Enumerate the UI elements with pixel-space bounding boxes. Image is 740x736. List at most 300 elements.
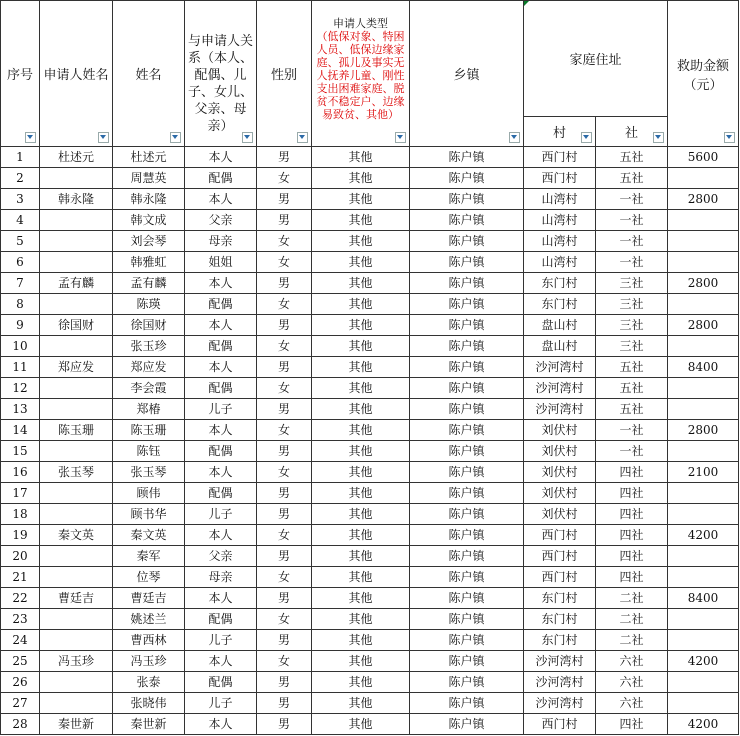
cell-seq[interactable]: 3 [1,189,40,210]
cell-seq[interactable]: 16 [1,462,40,483]
cell-group[interactable]: 六社 [596,693,668,714]
cell-gender[interactable]: 女 [257,567,312,588]
table-row[interactable] [1,231,739,252]
cell-seq[interactable]: 17 [1,483,40,504]
cell-amount[interactable]: 8400 [668,588,739,609]
cell-group[interactable]: 一社 [596,189,668,210]
cell-town[interactable]: 陈户镇 [410,189,524,210]
table-row[interactable] [1,693,739,714]
cell-name[interactable]: 张玉珍 [113,336,185,357]
cell-type[interactable]: 其他 [312,714,410,735]
cell-applicant[interactable]: 陈玉珊 [40,420,113,441]
cell-group[interactable]: 四社 [596,525,668,546]
cell-gender[interactable]: 男 [257,693,312,714]
cell-applicant[interactable] [40,210,113,231]
filter-dropdown-icon[interactable] [395,132,406,143]
cell-gender[interactable]: 男 [257,546,312,567]
cell-relation[interactable]: 本人 [185,189,257,210]
cell-relation[interactable]: 儿子 [185,399,257,420]
cell-seq[interactable]: 4 [1,210,40,231]
cell-seq[interactable]: 11 [1,357,40,378]
cell-name[interactable]: 张玉琴 [113,462,185,483]
cell-town[interactable]: 陈户镇 [410,525,524,546]
cell-relation[interactable]: 本人 [185,357,257,378]
cell-amount[interactable] [668,210,739,231]
cell-group[interactable]: 六社 [596,651,668,672]
cell-type[interactable]: 其他 [312,441,410,462]
cell-gender[interactable]: 女 [257,609,312,630]
cell-relation[interactable]: 本人 [185,273,257,294]
cell-type[interactable]: 其他 [312,378,410,399]
cell-gender[interactable]: 男 [257,189,312,210]
cell-relation[interactable]: 配偶 [185,378,257,399]
table-row[interactable] [1,504,739,525]
cell-seq[interactable]: 25 [1,651,40,672]
cell-gender[interactable]: 女 [257,168,312,189]
cell-applicant[interactable]: 韩永隆 [40,189,113,210]
cell-seq[interactable]: 5 [1,231,40,252]
table-row[interactable] [1,609,739,630]
table-row[interactable] [1,210,739,231]
cell-applicant[interactable] [40,630,113,651]
cell-name[interactable]: 韩文成 [113,210,185,231]
cell-relation[interactable]: 姐姐 [185,252,257,273]
cell-town[interactable]: 陈户镇 [410,294,524,315]
cell-village[interactable]: 沙河湾村 [524,378,596,399]
cell-amount[interactable] [668,483,739,504]
cell-applicant[interactable] [40,672,113,693]
table-row[interactable] [1,378,739,399]
cell-type[interactable]: 其他 [312,315,410,336]
cell-applicant[interactable]: 秦世新 [40,714,113,735]
cell-amount[interactable] [668,630,739,651]
cell-gender[interactable]: 男 [257,273,312,294]
filter-dropdown-icon[interactable] [581,132,592,143]
cell-gender[interactable]: 女 [257,336,312,357]
cell-relation[interactable]: 父亲 [185,546,257,567]
cell-town[interactable]: 陈户镇 [410,483,524,504]
cell-applicant[interactable]: 冯玉珍 [40,651,113,672]
cell-name[interactable]: 陈瑛 [113,294,185,315]
cell-amount[interactable]: 4200 [668,714,739,735]
cell-village[interactable]: 山湾村 [524,231,596,252]
cell-applicant[interactable]: 杜述元 [40,147,113,168]
cell-relation[interactable]: 配偶 [185,294,257,315]
cell-seq[interactable]: 24 [1,630,40,651]
cell-name[interactable]: 姚述兰 [113,609,185,630]
table-row[interactable] [1,252,739,273]
cell-village[interactable]: 西门村 [524,525,596,546]
cell-relation[interactable]: 本人 [185,420,257,441]
cell-town[interactable]: 陈户镇 [410,609,524,630]
cell-gender[interactable]: 女 [257,651,312,672]
cell-village[interactable]: 西门村 [524,714,596,735]
cell-relation[interactable]: 配偶 [185,672,257,693]
cell-town[interactable]: 陈户镇 [410,210,524,231]
table-row[interactable] [1,651,739,672]
cell-seq[interactable]: 1 [1,147,40,168]
cell-applicant[interactable] [40,609,113,630]
cell-seq[interactable]: 15 [1,441,40,462]
cell-village[interactable]: 东门村 [524,273,596,294]
cell-type[interactable]: 其他 [312,168,410,189]
cell-amount[interactable] [668,609,739,630]
cell-seq[interactable]: 9 [1,315,40,336]
cell-applicant[interactable]: 曹廷吉 [40,588,113,609]
cell-village[interactable]: 沙河湾村 [524,399,596,420]
table-row[interactable] [1,189,739,210]
cell-town[interactable]: 陈户镇 [410,378,524,399]
cell-village[interactable]: 盘山村 [524,315,596,336]
cell-type[interactable]: 其他 [312,567,410,588]
filter-dropdown-icon[interactable] [170,132,181,143]
cell-seq[interactable]: 7 [1,273,40,294]
cell-amount[interactable] [668,168,739,189]
table-row[interactable] [1,546,739,567]
cell-town[interactable]: 陈户镇 [410,546,524,567]
cell-applicant[interactable]: 徐国财 [40,315,113,336]
cell-name[interactable]: 陈钰 [113,441,185,462]
cell-town[interactable]: 陈户镇 [410,420,524,441]
cell-town[interactable]: 陈户镇 [410,567,524,588]
cell-gender[interactable]: 男 [257,147,312,168]
cell-amount[interactable]: 2800 [668,189,739,210]
cell-group[interactable]: 一社 [596,441,668,462]
cell-applicant[interactable] [40,168,113,189]
cell-town[interactable]: 陈户镇 [410,336,524,357]
cell-village[interactable]: 东门村 [524,609,596,630]
cell-relation[interactable]: 本人 [185,525,257,546]
cell-relation[interactable]: 母亲 [185,231,257,252]
cell-name[interactable]: 孟有麟 [113,273,185,294]
cell-applicant[interactable] [40,504,113,525]
cell-group[interactable]: 一社 [596,231,668,252]
cell-village[interactable]: 刘伏村 [524,462,596,483]
cell-name[interactable]: 周慧英 [113,168,185,189]
cell-village[interactable]: 西门村 [524,567,596,588]
cell-group[interactable]: 五社 [596,147,668,168]
cell-relation[interactable]: 母亲 [185,567,257,588]
cell-amount[interactable] [668,378,739,399]
cell-applicant[interactable] [40,231,113,252]
cell-name[interactable]: 顾书华 [113,504,185,525]
cell-seq[interactable]: 2 [1,168,40,189]
cell-name[interactable]: 刘会琴 [113,231,185,252]
cell-town[interactable]: 陈户镇 [410,147,524,168]
cell-relation[interactable]: 儿子 [185,504,257,525]
cell-relation[interactable]: 配偶 [185,609,257,630]
cell-seq[interactable]: 26 [1,672,40,693]
cell-seq[interactable]: 22 [1,588,40,609]
cell-relation[interactable]: 本人 [185,147,257,168]
cell-applicant[interactable]: 郑应发 [40,357,113,378]
table-row[interactable] [1,525,739,546]
cell-gender[interactable]: 女 [257,231,312,252]
cell-seq[interactable]: 10 [1,336,40,357]
cell-name[interactable]: 冯玉珍 [113,651,185,672]
cell-town[interactable]: 陈户镇 [410,231,524,252]
cell-relation[interactable]: 配偶 [185,483,257,504]
cell-village[interactable]: 沙河湾村 [524,357,596,378]
filter-dropdown-icon[interactable] [297,132,308,143]
cell-town[interactable]: 陈户镇 [410,252,524,273]
table-row[interactable] [1,315,739,336]
cell-type[interactable]: 其他 [312,525,410,546]
cell-group[interactable]: 四社 [596,504,668,525]
table-row[interactable] [1,420,739,441]
cell-applicant[interactable] [40,378,113,399]
cell-gender[interactable]: 女 [257,525,312,546]
cell-relation[interactable]: 本人 [185,462,257,483]
cell-town[interactable]: 陈户镇 [410,630,524,651]
cell-amount[interactable]: 5600 [668,147,739,168]
cell-village[interactable]: 沙河湾村 [524,693,596,714]
cell-amount[interactable] [668,294,739,315]
cell-type[interactable]: 其他 [312,630,410,651]
cell-village[interactable]: 刘伏村 [524,441,596,462]
table-row[interactable] [1,273,739,294]
cell-gender[interactable]: 男 [257,441,312,462]
cell-village[interactable]: 西门村 [524,168,596,189]
cell-amount[interactable] [668,252,739,273]
cell-name[interactable]: 郑应发 [113,357,185,378]
cell-village[interactable]: 刘伏村 [524,504,596,525]
table-row[interactable] [1,336,739,357]
cell-type[interactable]: 其他 [312,189,410,210]
cell-name[interactable]: 陈玉珊 [113,420,185,441]
cell-amount[interactable] [668,399,739,420]
cell-seq[interactable]: 27 [1,693,40,714]
cell-name[interactable]: 顾伟 [113,483,185,504]
cell-village[interactable]: 西门村 [524,147,596,168]
cell-type[interactable]: 其他 [312,252,410,273]
cell-village[interactable]: 西门村 [524,546,596,567]
cell-seq[interactable]: 14 [1,420,40,441]
cell-type[interactable]: 其他 [312,420,410,441]
table-row[interactable] [1,588,739,609]
cell-amount[interactable]: 4200 [668,525,739,546]
cell-name[interactable]: 张泰 [113,672,185,693]
cell-gender[interactable]: 女 [257,420,312,441]
cell-town[interactable]: 陈户镇 [410,651,524,672]
cell-relation[interactable]: 配偶 [185,336,257,357]
cell-gender[interactable]: 男 [257,588,312,609]
cell-seq[interactable]: 18 [1,504,40,525]
filter-dropdown-icon[interactable] [509,132,520,143]
cell-relation[interactable]: 配偶 [185,168,257,189]
cell-name[interactable]: 张晓伟 [113,693,185,714]
cell-name[interactable]: 李会霞 [113,378,185,399]
cell-type[interactable]: 其他 [312,273,410,294]
table-row[interactable] [1,567,739,588]
cell-type[interactable]: 其他 [312,672,410,693]
cell-village[interactable]: 山湾村 [524,210,596,231]
cell-name[interactable]: 位琴 [113,567,185,588]
cell-type[interactable]: 其他 [312,294,410,315]
cell-name[interactable]: 曹西林 [113,630,185,651]
cell-town[interactable]: 陈户镇 [410,168,524,189]
cell-amount[interactable]: 8400 [668,357,739,378]
cell-seq[interactable]: 19 [1,525,40,546]
cell-seq[interactable]: 13 [1,399,40,420]
cell-group[interactable]: 五社 [596,399,668,420]
cell-type[interactable]: 其他 [312,609,410,630]
cell-amount[interactable] [668,672,739,693]
cell-seq[interactable]: 6 [1,252,40,273]
cell-town[interactable]: 陈户镇 [410,357,524,378]
cell-gender[interactable]: 男 [257,315,312,336]
cell-town[interactable]: 陈户镇 [410,273,524,294]
cell-applicant[interactable]: 孟有麟 [40,273,113,294]
cell-gender[interactable]: 男 [257,714,312,735]
cell-applicant[interactable] [40,441,113,462]
cell-type[interactable]: 其他 [312,357,410,378]
table-row[interactable] [1,483,739,504]
filter-dropdown-icon[interactable] [724,132,735,143]
table-row[interactable] [1,462,739,483]
cell-group[interactable]: 一社 [596,252,668,273]
cell-applicant[interactable] [40,546,113,567]
cell-applicant[interactable] [40,336,113,357]
cell-name[interactable]: 韩雅虹 [113,252,185,273]
cell-seq[interactable]: 20 [1,546,40,567]
cell-group[interactable]: 四社 [596,567,668,588]
cell-amount[interactable]: 2800 [668,273,739,294]
cell-gender[interactable]: 男 [257,399,312,420]
cell-gender[interactable]: 男 [257,504,312,525]
cell-gender[interactable]: 男 [257,630,312,651]
cell-name[interactable]: 秦世新 [113,714,185,735]
cell-relation[interactable]: 儿子 [185,693,257,714]
cell-amount[interactable] [668,336,739,357]
table-row[interactable] [1,357,739,378]
cell-gender[interactable]: 女 [257,462,312,483]
cell-type[interactable]: 其他 [312,210,410,231]
cell-group[interactable]: 一社 [596,210,668,231]
cell-relation[interactable]: 配偶 [185,441,257,462]
cell-relation[interactable]: 父亲 [185,210,257,231]
cell-seq[interactable]: 28 [1,714,40,735]
cell-amount[interactable] [668,567,739,588]
cell-seq[interactable]: 12 [1,378,40,399]
cell-village[interactable]: 刘伏村 [524,420,596,441]
cell-town[interactable]: 陈户镇 [410,315,524,336]
cell-group[interactable]: 三社 [596,273,668,294]
cell-group[interactable]: 五社 [596,378,668,399]
cell-town[interactable]: 陈户镇 [410,504,524,525]
cell-relation[interactable]: 本人 [185,714,257,735]
cell-type[interactable]: 其他 [312,147,410,168]
cell-gender[interactable]: 男 [257,483,312,504]
cell-applicant[interactable] [40,252,113,273]
cell-amount[interactable]: 2800 [668,420,739,441]
cell-seq[interactable]: 21 [1,567,40,588]
cell-town[interactable]: 陈户镇 [410,399,524,420]
cell-group[interactable]: 四社 [596,546,668,567]
cell-gender[interactable]: 女 [257,252,312,273]
cell-applicant[interactable] [40,567,113,588]
cell-amount[interactable] [668,441,739,462]
cell-applicant[interactable]: 张玉琴 [40,462,113,483]
cell-gender[interactable]: 女 [257,378,312,399]
cell-name[interactable]: 徐国财 [113,315,185,336]
cell-type[interactable]: 其他 [312,651,410,672]
cell-seq[interactable]: 8 [1,294,40,315]
table-row[interactable] [1,294,739,315]
cell-group[interactable]: 四社 [596,483,668,504]
cell-gender[interactable]: 男 [257,672,312,693]
cell-relation[interactable]: 本人 [185,588,257,609]
cell-applicant[interactable] [40,693,113,714]
cell-type[interactable]: 其他 [312,399,410,420]
cell-relation[interactable]: 儿子 [185,630,257,651]
cell-name[interactable]: 秦文英 [113,525,185,546]
cell-town[interactable]: 陈户镇 [410,462,524,483]
cell-name[interactable]: 郑椿 [113,399,185,420]
cell-group[interactable]: 六社 [596,672,668,693]
cell-town[interactable]: 陈户镇 [410,441,524,462]
cell-village[interactable]: 东门村 [524,294,596,315]
cell-village[interactable]: 盘山村 [524,336,596,357]
cell-group[interactable]: 五社 [596,168,668,189]
filter-dropdown-icon[interactable] [653,132,664,143]
cell-village[interactable]: 刘伏村 [524,483,596,504]
cell-applicant[interactable] [40,294,113,315]
cell-village[interactable]: 沙河湾村 [524,651,596,672]
cell-amount[interactable] [668,504,739,525]
filter-dropdown-icon[interactable] [25,132,36,143]
table-row[interactable] [1,672,739,693]
cell-group[interactable]: 三社 [596,315,668,336]
cell-group[interactable]: 二社 [596,630,668,651]
cell-type[interactable]: 其他 [312,693,410,714]
cell-amount[interactable] [668,546,739,567]
cell-name[interactable]: 秦军 [113,546,185,567]
cell-type[interactable]: 其他 [312,504,410,525]
cell-town[interactable]: 陈户镇 [410,588,524,609]
cell-gender[interactable]: 男 [257,210,312,231]
cell-town[interactable]: 陈户镇 [410,693,524,714]
cell-applicant[interactable] [40,399,113,420]
cell-amount[interactable]: 2100 [668,462,739,483]
cell-seq[interactable]: 23 [1,609,40,630]
cell-amount[interactable] [668,693,739,714]
cell-relation[interactable]: 本人 [185,315,257,336]
table-row[interactable] [1,399,739,420]
cell-gender[interactable]: 女 [257,294,312,315]
table-row[interactable] [1,630,739,651]
cell-type[interactable]: 其他 [312,483,410,504]
cell-group[interactable]: 一社 [596,420,668,441]
cell-type[interactable]: 其他 [312,231,410,252]
cell-group[interactable]: 二社 [596,588,668,609]
filter-dropdown-icon[interactable] [98,132,109,143]
cell-village[interactable]: 东门村 [524,588,596,609]
cell-name[interactable]: 杜述元 [113,147,185,168]
cell-type[interactable]: 其他 [312,336,410,357]
cell-relation[interactable]: 本人 [185,651,257,672]
cell-group[interactable]: 三社 [596,294,668,315]
table-row[interactable] [1,714,739,735]
cell-type[interactable]: 其他 [312,588,410,609]
cell-group[interactable]: 四社 [596,714,668,735]
cell-amount[interactable]: 4200 [668,651,739,672]
cell-town[interactable]: 陈户镇 [410,714,524,735]
cell-group[interactable]: 三社 [596,336,668,357]
cell-gender[interactable]: 男 [257,357,312,378]
cell-name[interactable]: 韩永隆 [113,189,185,210]
table-row[interactable] [1,147,739,168]
